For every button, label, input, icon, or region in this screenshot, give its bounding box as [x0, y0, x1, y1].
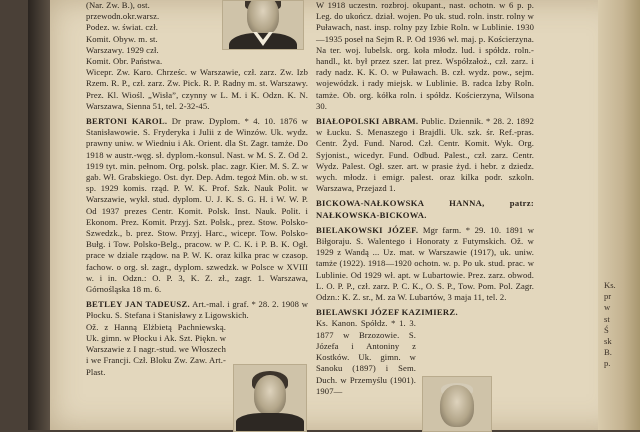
next-page-fragments [604, 280, 636, 370]
top-line-2: przewodn.okr.warsz. [86, 11, 160, 22]
entry-bielakowski [316, 225, 534, 303]
margin-fragment: w [604, 302, 611, 313]
top-paragraph: W 1918 uczestn. rozbroj. okupant., nast. ochotn. w 6 p. p. Leg. do ukończ. dział. wojen. Po uk. stud. roln. instr. rolny w Puławach, nast. insp. rolny pzy Izbie Roln. w Lublinie. 1930—1935 poseł na Sejm R. P. Od 1936 wł. maj. p. Kościerzyna. Na ter. woj. lubelsk. org. koła młodz. lud. i spółdz. roln.-handl., kt. był przez szer. lat prez. Współzałoż., czł. zarz. i rady nadz. K. K. O. w Puławach. B. czł. wydz. pow., sejm. wojewódzk. i rady miejsk. w Lublinie. B. radca Izby Roln. tamże. Ob. org. kółka roln. i spółdz. Kościerzyna, Wilsona 30. [316, 0, 534, 111]
entry-cross-reference: patrz: NAŁKOWSKA-BICKOWA. [316, 198, 534, 220]
margin-fragment: B. [604, 347, 612, 358]
top-line-6: Komit. Obr. Państwa. [86, 56, 163, 67]
margin-fragment: sk [604, 336, 612, 347]
entry-betley [86, 299, 308, 321]
margin-fragment: p. [604, 358, 611, 369]
top-line-1: (Nar. Zw. B.), ost. [86, 0, 150, 10]
entry-name: BERTONI KAROL. [86, 116, 168, 127]
entry-name: BIELAKOWSKI JÓZEF. [316, 224, 419, 235]
entry-bialopolski [316, 116, 534, 194]
entry-text: Public. Dziennik. * 28. 2. 1892 w Łucku. S. Menaszego i Brajdli. Uk. szk. śr. Ref.-pras. Centr. Żyd. Fund. Narod. Czł. Centr. Komit. Wyk. Org. Syjonist., wicedyr. Fund. Odbud. Palest., czł. zarz. Centr. Wydz. Palest. Ogł. szer. art. w prasie żyd. i hebr. z dziedz. wych. młodz. i emigr. palest. oraz kilka podr. szkoln. Warszawa, Przejazd 1. [316, 116, 534, 194]
entry-bickowa [316, 198, 534, 220]
left-column [86, 0, 308, 378]
entry-text: Art.-mal. i graf. * 28. 2. 1908 w Płocku. S. Stefana i Stanisławy z Ligowskich. [86, 299, 309, 321]
margin-fragment: Ks. [604, 280, 616, 290]
entry-bertoni [86, 116, 308, 295]
portrait-face [254, 375, 286, 415]
entry-name: BETLEY JAN TADEUSZ. [86, 299, 190, 310]
top-line-4: Komit. Obyw. m. st. [86, 33, 158, 44]
entry-betley-continued: Ož. z Hanną Elżbietą Pachniewską. Uk. gimn. w Płocku i Ak. Szt. Piękn. w Warszawie z I nagr.-stud. we Włoszech i we Francji. Czł. Bloku Zw. Zaw. Art.-Plast. [86, 321, 226, 377]
portrait-suit [236, 413, 304, 432]
entry-text: Dr praw. Dyplom. * 4. 10. 1876 w Stanisławowie. S. Fryderyka i Julii z de Winzów. Uk. wydz. prawny uniw. w Wiedniu i Ak. Orient. dla St. Zagr. tamże. Do 1918 w austr.-węg. sł. dyplom.-konsul. Nast. w M. S. Z. Od 2. 1919 tyt. min. pełnom. Org. polsk. plac. zagr. Kier. M. S. Z. w gab. Wł. Grabskiego. Ost. dyr. Dep. Adm. tegoż Min. ob. w st. sp. 1929 komis. rząd. P. W. K. Prof. Szk. Nauk Polit. w Warszawie, wykł. stud. dyplom. U. J. K. S. G. H. i W. W. P. Od 1937 prezes Centr. Komit. Polsk. Inst. Nauk. Polit. i Ekonom. Prez. Komit. Przyj. Szt. Polsk., prez. Stow. Polsko-Szwedzk., b. prez. Stow. Przyj. Harc., wicepr. Tow. Polsko-Bułg. i Tow. Polsko-Belg., pracow. w P. C. K. i P. B. K. Ogł. prace w dziale rządow. na P. W. K. oraz kilka prac w czasop. fachow. o org. sł. zagr., dyplom. szwedzk. w Polsce w XVIII w. i in. Odzn.: O. P. 3, K. Z. zł., zagr. 1. Warszawa, Górnośląska 18 m. 6. [86, 116, 308, 295]
margin-fragment: pr [604, 291, 612, 302]
top-line-3: Podez. w. świat. czł. [86, 22, 158, 33]
entry-name: BICKOWA-NAŁKOWSKA HANNA, [316, 198, 485, 209]
entry-name: BIAŁOPOLSKI ABRAM. [316, 116, 419, 127]
top-line-5: Warszawy. 1929 czł. [86, 44, 159, 55]
entry-bielawski [316, 307, 534, 318]
entry-text: Ks. Kanon. Spółdz. * 1. 3. 1877 w Brzozowie. S. Józefa i Antoniny z Kostków. Uk. gimn. w Sanoku (1897) i Sem. Duch. w Przemyślu (1901). 1907— [316, 318, 416, 396]
margin-fragment: st [604, 313, 610, 324]
margin-fragment: Ś [604, 324, 609, 335]
entry-text: Mgr farm. * 29. 10. 1891 w Biłgoraju. S. Walentego i Honoraty z Futymskich. Ož. w 1929 z Wandą ... Uz. mat. w Warszawie (1917), uk. uniw. tamże (1922). 1918—1920 ochotn. w. p. Po uk. stud. prac. w Lublinie. Od 1929 wł. apt. w Lubartowie. Prez. zarz. obwod. L. O. P. P., czł. zarz. P. C. K., O. S. P., Tow. Pom. Pol. Zagr. Odzn.: K. Z. sr., M. za W. Lubartów, 3 maja 11, tel. 2. [316, 224, 535, 303]
right-column [316, 0, 534, 397]
entry-name: BIELAWSKI JÓZEF KAZIMIERZ. [316, 307, 458, 318]
top-paragraph: Wicepr. Zw. Karo. Chrześc. w Warszawie, czł. zarz. Zw. Izb Rzem. R. P., czł. zarz. Zw. Pick. R. P. Radny m. st. Warszawy. Prez. Kl. Wiośl. „Wisła”, czynny w L. M. i K. Odzn. K. N. Warszawa, Sienna 51, tel. 2-32-45. [86, 67, 308, 111]
book-spine [28, 0, 50, 430]
